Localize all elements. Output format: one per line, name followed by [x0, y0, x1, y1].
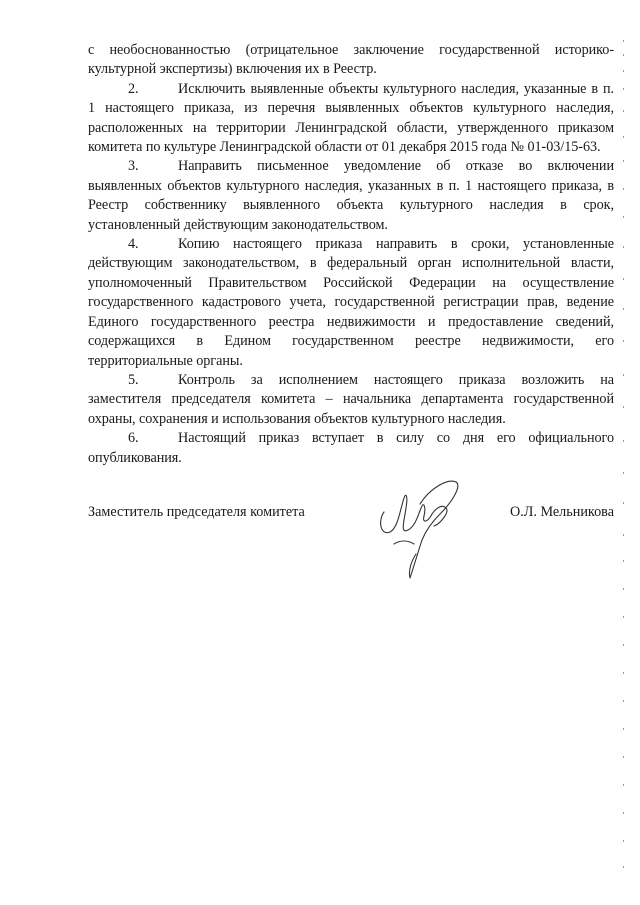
signatory-title: Заместитель председателя комитета: [88, 504, 305, 520]
paragraph-3: [88, 157, 614, 235]
paragraph-number: 5.: [128, 371, 139, 388]
paragraph-number: 4.: [128, 236, 139, 253]
paragraph-6: [88, 429, 614, 468]
paragraph-number: 3.: [128, 158, 139, 175]
paragraph-number: 2.: [128, 80, 139, 97]
signatory-name: О.Л. Мельникова: [509, 504, 614, 520]
paragraph-5: [88, 371, 614, 429]
paragraph-text: Исключить выявленные объекты культурного наследия, указанные в п. 1 настоящего приказа, из перечня выявленных объектов культурного наследия, расположенных на территории Ленинградской области, утвержденного приказом комитета по культуре Ленинградской области от 01 декабря 2015 года № 01-03/15-63.: [88, 80, 614, 156]
paragraph-number: 6.: [128, 430, 139, 447]
paragraph-continuation: с необоснованностью (отрицательное заключение государственной историко-культурной экспертизы) включения их в Реестр.: [88, 42, 614, 78]
paragraph-text: Контроль за исполнением настоящего приказа возложить на заместителя председателя комитета – начальника департамента государственной охраны, сохранения и использования объектов культурного наследия.: [88, 371, 614, 427]
paragraph-2: [88, 80, 614, 158]
paragraph-text: Настоящий приказ вступает в силу со дня его официального опубликования.: [88, 430, 614, 466]
signature-block: [88, 503, 614, 523]
paragraph-text: Копию настоящего приказа направить в сроки, установленные действующим законодательством, в федеральный орган исполнительной власти, уполномоченный Правительством Российской Федерации на осуществление государственного кадастрового учета, государственной регистрации прав, ведение Единого государственного реестра недвижимости и предоставление сведений, содержащихся в Едином государственном реестре недвижимости, его территориальные органы.: [88, 236, 614, 369]
paragraph-4: [88, 235, 614, 371]
paragraph-text: Направить письменное уведомление об отказе во включении выявленных объектов культурного наследия, указанных в п. 1 настоящего приказа, в Реестр собственнику выявленного объекта культурного наследия в срок, установленный действующим законодательством.: [88, 158, 614, 233]
document-body: [88, 41, 614, 468]
handwritten-signature-icon: [370, 474, 470, 584]
scan-edge-artifact: [622, 40, 626, 880]
